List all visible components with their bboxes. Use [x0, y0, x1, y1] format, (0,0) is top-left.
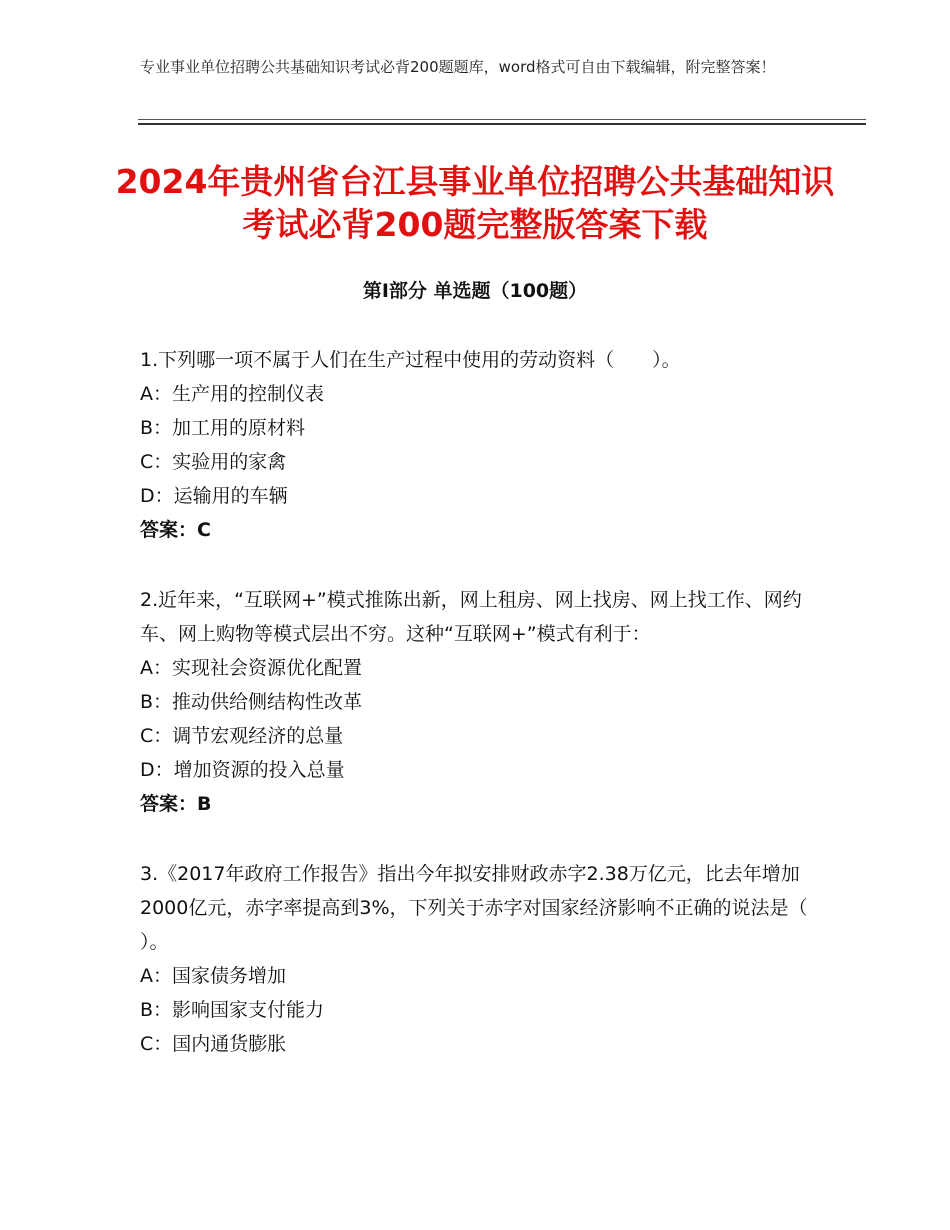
option-c: C：实验用的家禽: [140, 451, 287, 473]
option-b: B：影响国家支付能力: [140, 999, 325, 1021]
question-stem: 1.下列哪一项不属于人们在生产过程中使用的劳动资料（ ）。: [140, 349, 681, 371]
answer: 答案：B: [140, 793, 212, 815]
option-a: A：生产用的控制仪表: [140, 383, 324, 405]
option-b: B：推动供给侧结构性改革: [140, 691, 363, 713]
option-a: A：国家债务增加: [140, 965, 286, 987]
option-d: D：增加资源的投入总量: [140, 759, 345, 781]
question-3: [140, 857, 810, 1061]
option-c: C：国内通货膨胀: [140, 1033, 287, 1055]
section-heading: 第Ⅰ部分 单选题（100题）: [362, 280, 588, 302]
question-2: [140, 583, 810, 821]
answer: 答案：C: [140, 519, 211, 541]
question-stem: 3.《2017年政府工作报告》指出今年拟安排财政赤字2.38万亿元，比去年增加2000亿元，赤字率提高到3%，下列关于赤字对国家经济影响不正确的说法是（ ）。: [140, 863, 808, 953]
question-stem: 2.近年来，“互联网+”模式推陈出新，网上租房、网上找房、网上找工作、网约车、网上购物等模式层出不穷。这种“互联网+”模式有利于：: [140, 589, 802, 645]
document-title: 2024年贵州省台江县事业单位招聘公共基础知识考试必背200题完整版答案下载: [115, 162, 835, 244]
question-1: [140, 343, 810, 547]
header-divider: [138, 119, 866, 125]
option-b: B：加工用的原材料: [140, 417, 306, 439]
header-note: 专业事业单位招聘公共基础知识考试必背200题题库，word格式可自由下载编辑，附完整答案！: [140, 58, 776, 76]
option-a: A：实现社会资源优化配置: [140, 657, 362, 679]
option-c: C：调节宏观经济的总量: [140, 725, 344, 747]
option-d: D：运输用的车辆: [140, 485, 288, 507]
question-list: [140, 343, 810, 1097]
